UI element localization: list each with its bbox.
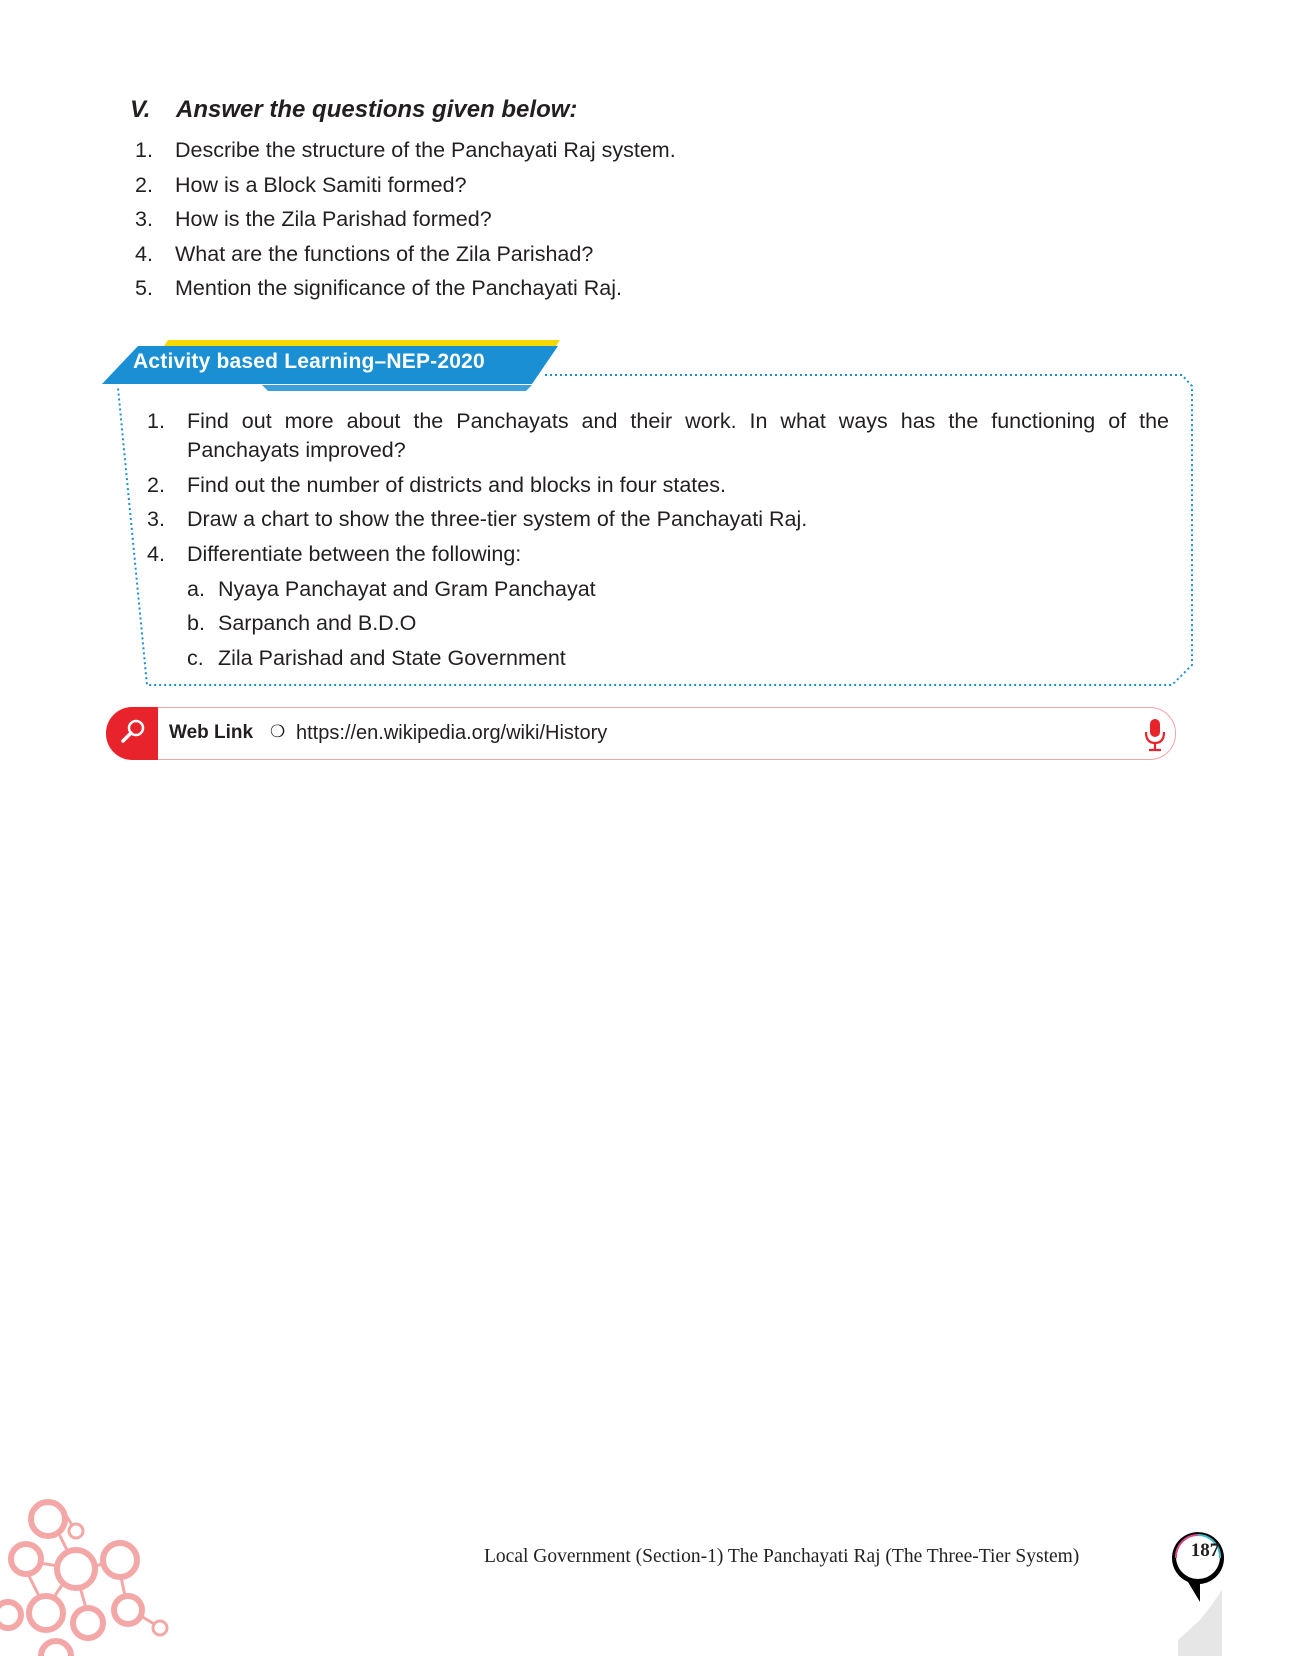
list-item: 4. Differentiate between the following: a. Nyaya Panchayat and Gram Panchayat b. Sarpanch and B.D.O c. Zila Parishad and State Government [147, 540, 1169, 679]
activity-title: Activity based Learning–NEP-2020 [133, 350, 485, 373]
activity-blue-stripe [262, 385, 532, 391]
activity-yellow-stripe [164, 340, 560, 346]
decorative-molecule-icon [0, 1490, 180, 1656]
sub-list [187, 575, 1169, 673]
list-item: 2. How is a Block Samiti formed? [135, 172, 467, 197]
section-number: V. [130, 96, 151, 123]
footer-chapter-title: Local Government (Section-1) The Panchayati Raj (The Three-Tier System) [484, 1546, 1080, 1567]
list-item: 2. Find out the number of districts and blocks in four states. [147, 472, 726, 497]
bullet-icon: ❍ [270, 722, 286, 741]
list-item: 5. Mention the significance of the Panchayati Raj. [135, 276, 622, 300]
search-icon [106, 707, 158, 760]
web-link-badge [106, 707, 158, 760]
list-item: 3. Draw a chart to show the three-tier system of the Panchayati Raj. [147, 507, 808, 531]
list-item: 3. How is the Zila Parishad formed? [135, 207, 492, 231]
sub-list-item: b. Sarpanch and B.D.O [187, 611, 417, 635]
list-item: 1. Find out more about the Panchayats and their work. In what ways has the functioning of the Panchayats improved? [147, 409, 1169, 462]
list-item: 4. What are the functions of the Zila Parishad? [135, 241, 594, 266]
list-item: 1. Describe the structure of the Panchayati Raj system. [135, 138, 676, 162]
web-link-url[interactable]: https://en.wikipedia.org/wiki/History [296, 722, 608, 744]
web-link-label: Web Link [169, 722, 254, 743]
page-number: 187 [1190, 1540, 1220, 1561]
sub-list-item: a. Nyaya Panchayat and Gram Panchayat [187, 576, 596, 601]
web-link-bar[interactable] [106, 707, 1176, 760]
sub-list-item: c. Zila Parishad and State Government [187, 645, 566, 670]
microphone-icon[interactable] [1143, 718, 1167, 752]
section-title: Answer the questions given below: [176, 96, 578, 123]
activity-list [147, 407, 1169, 684]
